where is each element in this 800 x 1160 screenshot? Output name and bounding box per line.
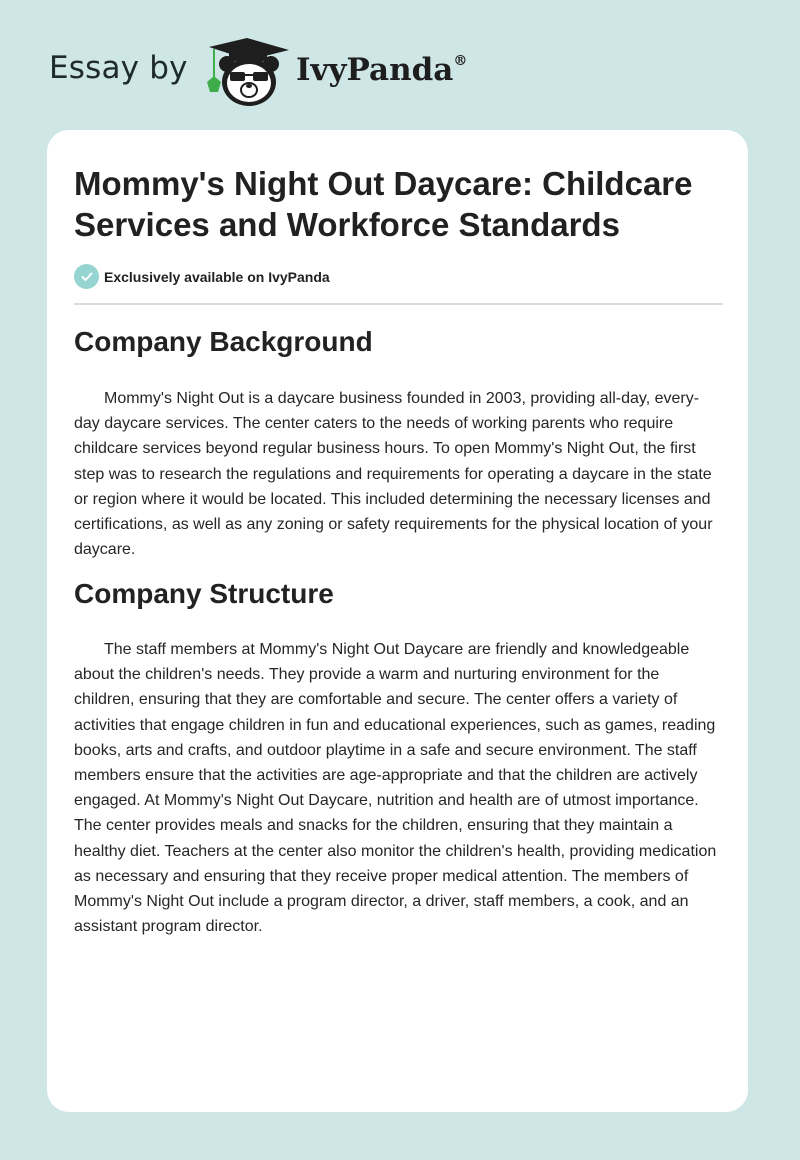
section-paragraph-company-background: Mommy's Night Out is a daycare business founded in 2003, providing all-day, every-day daycare services. The center caters to the needs of working parents who require childcare services beyond regular business hours. To open Mommy's Night Out, the first step was to research the regulations and requirements for operating a daycare in the state or region where it would be located. This included determining the necessary licenses and certifications, as well as any zoning or safety requirements for the physical location of your daycare. xyxy=(74,390,713,559)
essay-by-label: Essay by xyxy=(49,50,188,86)
registered-mark: ® xyxy=(453,52,468,69)
divider xyxy=(74,303,723,305)
exclusive-label: Exclusively available on IvyPanda xyxy=(104,268,330,285)
brand-name: IvyPanda xyxy=(296,52,454,88)
section-heading-company-structure: Company Structure xyxy=(74,578,334,609)
brand-logo-text[interactable] xyxy=(296,52,467,88)
exclusive-badge xyxy=(74,264,330,289)
site-header xyxy=(0,0,800,130)
panda-graduate-icon[interactable] xyxy=(201,34,293,108)
page-title: Mommy's Night Out Daycare: Childcare Services and Workforce Standards xyxy=(74,165,693,243)
essay-card xyxy=(47,130,748,1112)
section-paragraph-company-structure: The staff members at Mommy's Night Out Daycare are friendly and knowledgeable about the children's needs. They provide a warm and nurturing environment for the children, ensuring that they are comfortable and secure. The center offers a variety of activities that engage children in fun and educational experiences, such as games, reading books, arts and crafts, and outdoor playtime in a safe and secure environment. The staff members ensure that the activities are age-appropriate and that the children are actively engaged. At Mommy's Night Out Daycare, nutrition and health are of utmost importance. The center provides meals and snacks for the children, ensuring that they maintain a healthy diet. Teachers at the center also monitor the children's health, providing medication as necessary and ensuring that they receive proper medical attention. The members of Mommy's Night Out include a program director, a driver, staff members, a cook, and an assistant program director. xyxy=(74,641,717,936)
section-heading-company-background: Company Background xyxy=(74,326,373,357)
check-circle-icon xyxy=(74,264,99,289)
